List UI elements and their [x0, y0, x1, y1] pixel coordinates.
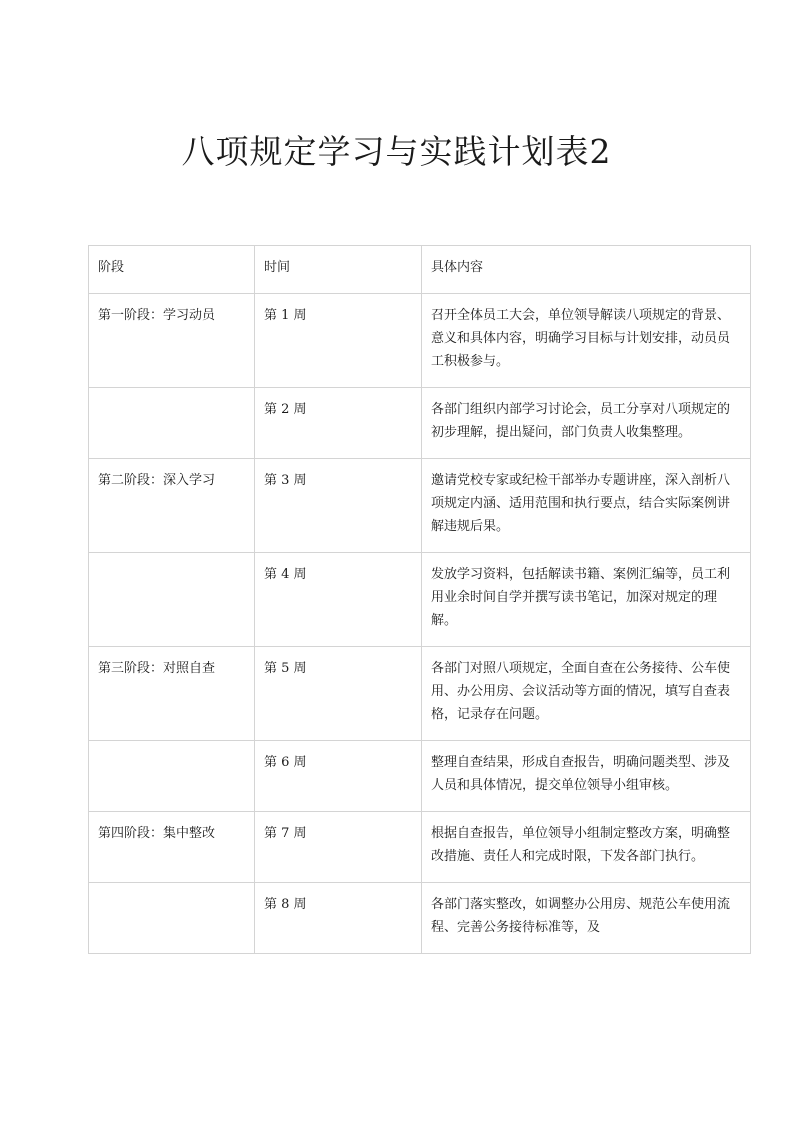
content-cell: 发放学习资料，包括解读书籍、案例汇编等，员工利用业余时间自学并撰写读书笔记，加深对规定的理解。 [422, 553, 751, 647]
table-header-row [89, 246, 751, 294]
content-cell: 各部门对照八项规定，全面自查在公务接待、公车使用、办公用房、会议活动等方面的情况，填写自查表格，记录存在问题。 [422, 647, 751, 741]
table-row [89, 812, 751, 883]
time-cell: 第 1 周 [255, 294, 422, 388]
stage-cell: 第四阶段：集中整改 [89, 812, 255, 883]
header-stage-cell: 阶段 [89, 246, 255, 294]
stage-cell: 第一阶段：学习动员 [89, 294, 255, 388]
time-cell: 第 7 周 [255, 812, 422, 883]
table-row [89, 553, 751, 647]
content-cell: 整理自查结果，形成自查报告，明确问题类型、涉及人员和具体情况，提交单位领导小组审核。 [422, 741, 751, 812]
content-cell: 邀请党校专家或纪检干部举办专题讲座，深入剖析八项规定内涵、适用范围和执行要点，结合实际案例讲解违规后果。 [422, 459, 751, 553]
table-row [89, 647, 751, 741]
time-cell: 第 8 周 [255, 883, 422, 954]
time-cell: 第 3 周 [255, 459, 422, 553]
plan-table [88, 245, 751, 954]
content-cell: 各部门落实整改，如调整办公用房、规范公车使用流程、完善公务接待标准等，及 [422, 883, 751, 954]
time-cell: 第 5 周 [255, 647, 422, 741]
table-row [89, 741, 751, 812]
page-title: 八项规定学习与实践计划表2 [181, 132, 612, 171]
header-content-cell: 具体内容 [422, 246, 751, 294]
table-row [89, 294, 751, 388]
time-cell: 第 2 周 [255, 388, 422, 459]
content-cell: 召开全体员工大会，单位领导解读八项规定的背景、意义和具体内容，明确学习目标与计划安排，动员员工积极参与。 [422, 294, 751, 388]
time-cell: 第 4 周 [255, 553, 422, 647]
stage-cell [89, 388, 255, 459]
stage-cell: 第二阶段：深入学习 [89, 459, 255, 553]
stage-cell [89, 553, 255, 647]
stage-cell [89, 883, 255, 954]
header-time-cell: 时间 [255, 246, 422, 294]
table-row [89, 388, 751, 459]
content-cell: 根据自查报告，单位领导小组制定整改方案，明确整改措施、责任人和完成时限，下发各部门执行。 [422, 812, 751, 883]
table-row [89, 459, 751, 553]
stage-cell [89, 741, 255, 812]
stage-cell: 第三阶段：对照自查 [89, 647, 255, 741]
table-row [89, 883, 751, 954]
content-cell: 各部门组织内部学习讨论会，员工分享对八项规定的初步理解，提出疑问，部门负责人收集整理。 [422, 388, 751, 459]
time-cell: 第 6 周 [255, 741, 422, 812]
